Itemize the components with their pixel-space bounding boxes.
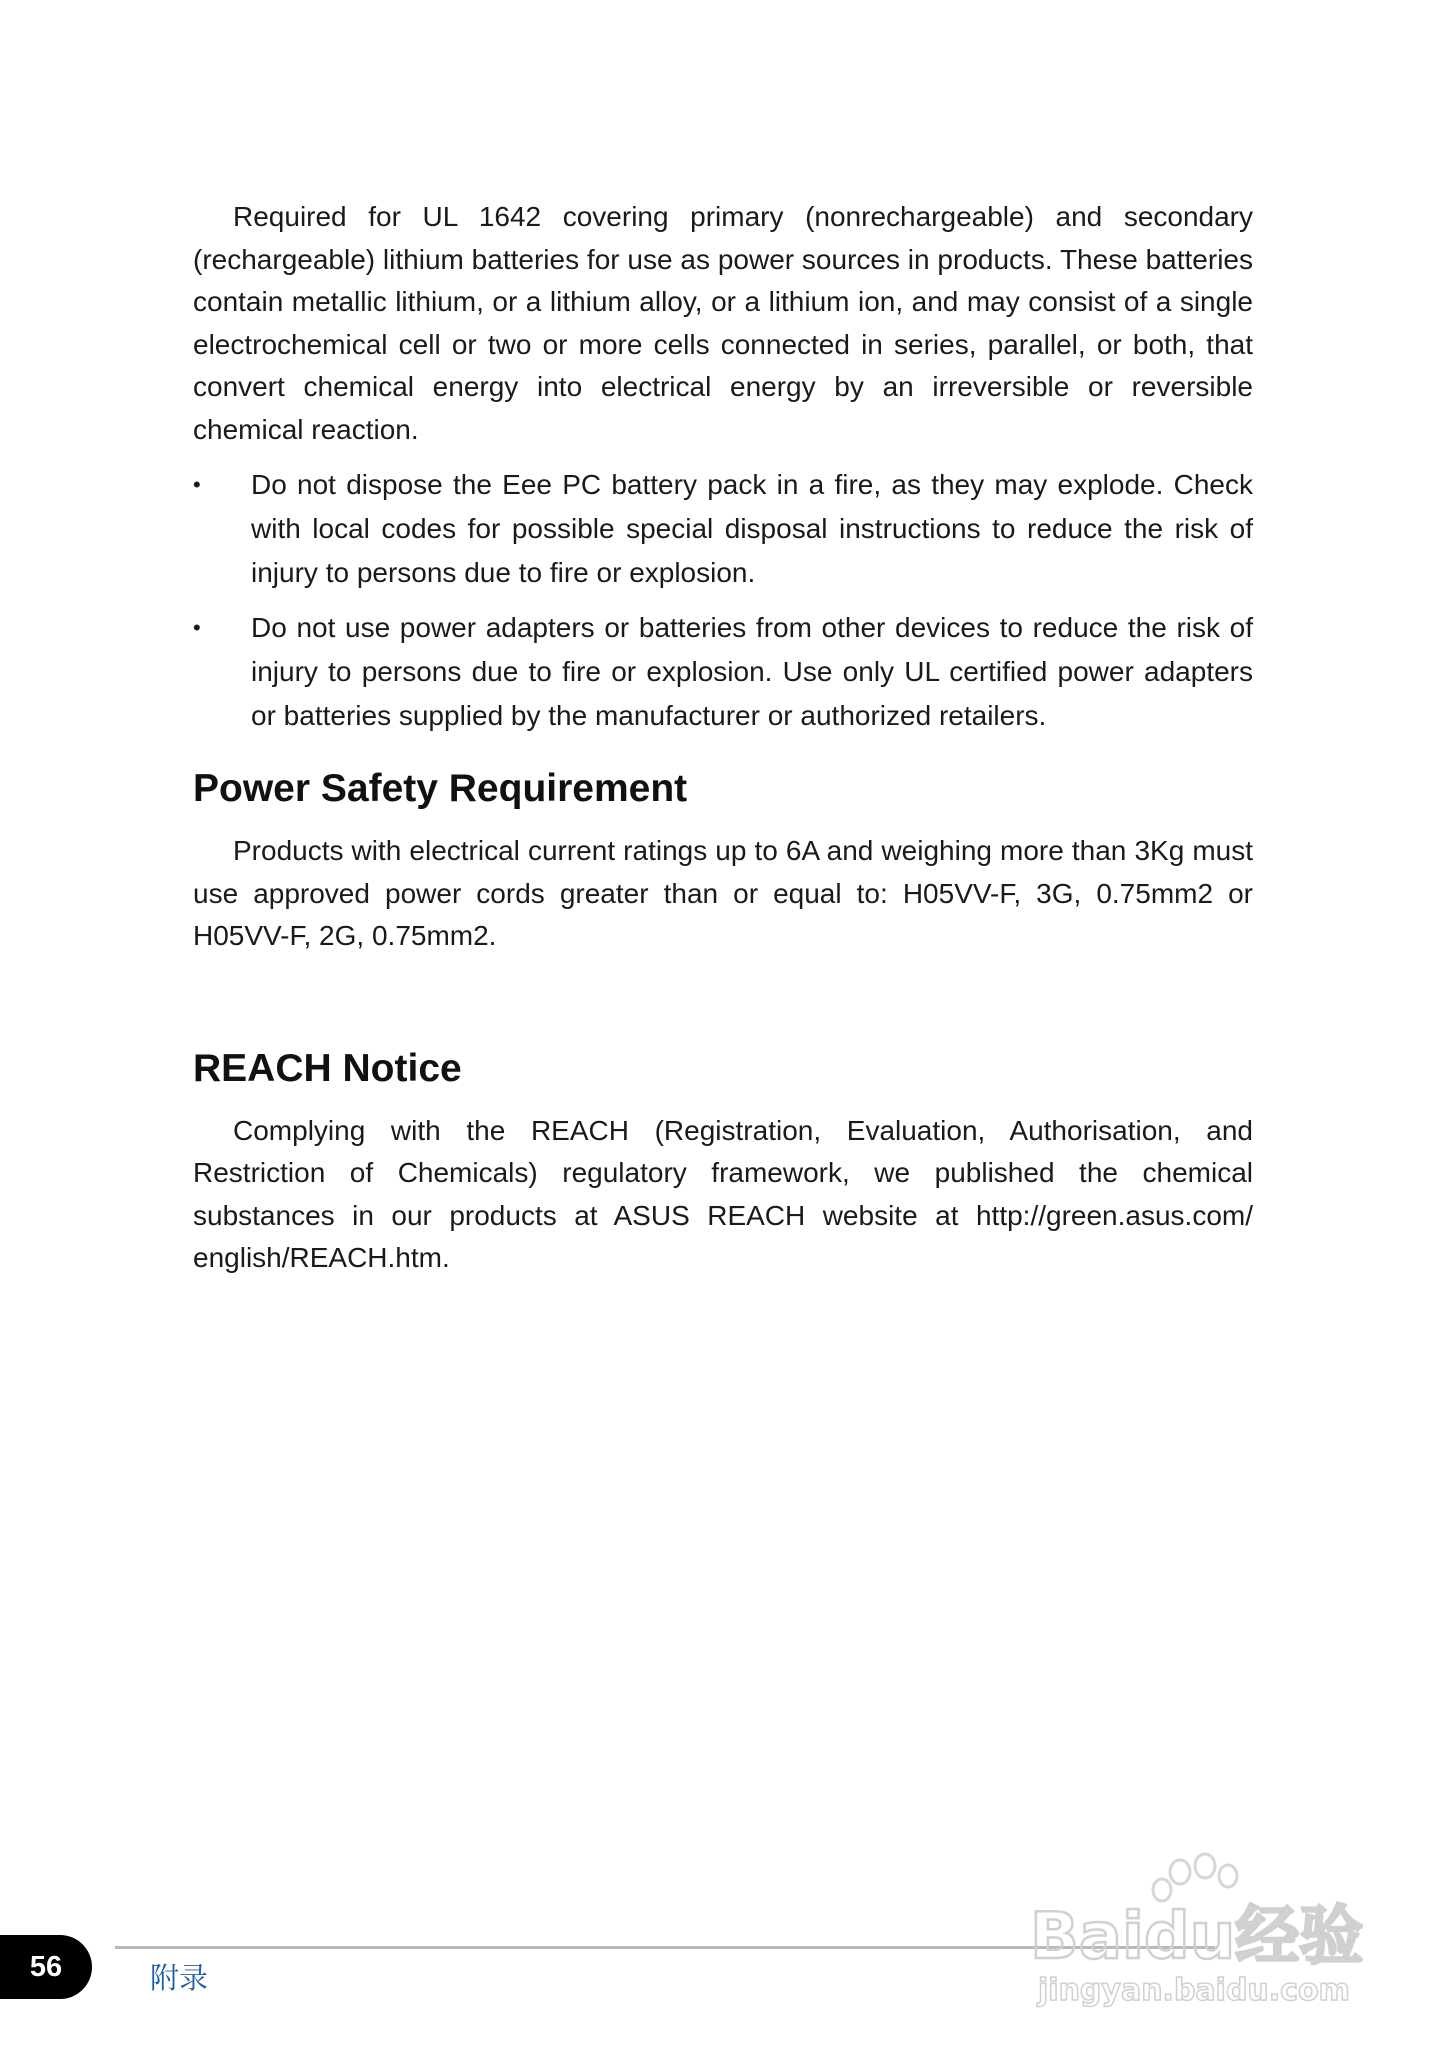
footer-section-label: 附录 [150,1961,209,1995]
document-body [193,196,1253,1280]
reach-notice-heading: REACH Notice [193,1046,462,1090]
power-safety-heading: Power Safety Requirement [193,767,688,810]
watermark-brand: Baidu经验 [1030,1900,1364,1974]
power-safety-paragraph: Products with electrical current ratings up to 6A and weighing more than 3Kg must use approved power cords greater than or equal to: H05VV-F, 3G, 0.75mm2 or H05VV-F, 2G, 0.75mm2. [193,835,1253,951]
bullet-icon: • [193,615,201,640]
ul-battery-paragraph: Required for UL 1642 covering primary (nonrechargeable) and secondary (rechargeable) lithium batteries for use as power sources in products. These batteries contain metallic lithium, or a lithium alloy, or a lithium ion, and may consist of a single electrochemical cell or two or more cells connected in series, parallel, or both, that convert chemical energy into electrical energy by an irreversible or reversible chemical reaction. [193,201,1253,445]
battery-warnings-list [193,463,1253,738]
reach-notice-paragraph: Complying with the REACH (Registration, Evaluation, Authorisation, and Restriction of Chemicals) regulatory framework, we published the chemical substances in our products at ASUS REACH website at http://green.asus.com/ english/REACH.htm. [193,1114,1253,1273]
bullet-icon: • [193,472,201,497]
bullet-text: Do not use power adapters or batteries from other devices to reduce the risk of injury to persons due to fire or explosion. Use only UL certified power adapters or batteries supplied by the manufacturer or authorized retailers. [251,612,1253,731]
watermark-url: jingyan.baidu.com [1038,1973,1350,2008]
paw-logo-icon [1030,1850,1370,2020]
baidu-watermark [1030,1850,1370,2020]
bullet-text: Do not dispose the Eee PC battery pack in a fire, as they may explode. Check with local codes for possible special disposal instructions to reduce the risk of injury to persons due to fire or explosion. [251,469,1253,588]
page-number-badge: 56 [0,1935,92,1999]
list-item [193,606,1253,738]
list-item [193,463,1253,595]
